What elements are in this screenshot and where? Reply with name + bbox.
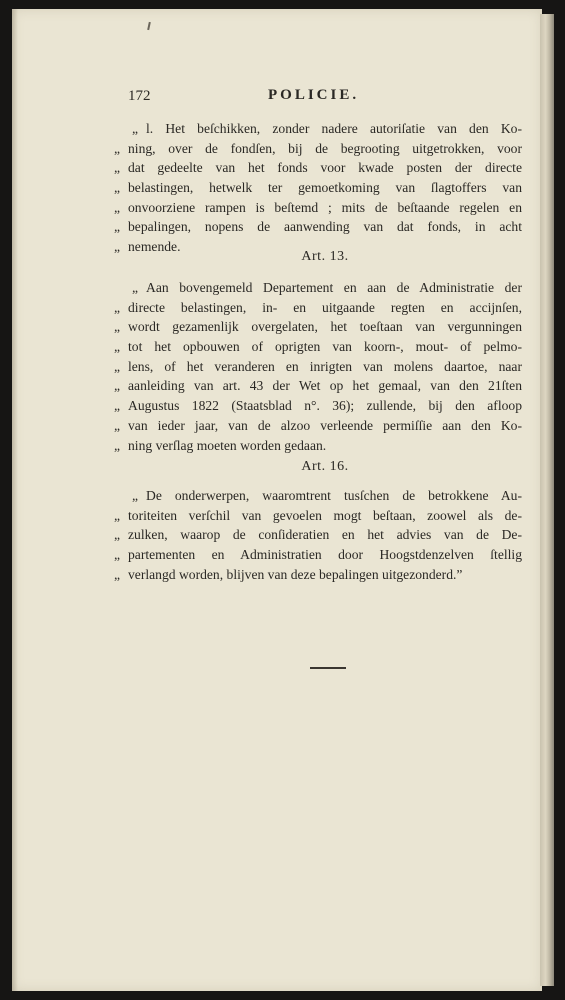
quote-mark: „	[114, 358, 121, 374]
line-text: toriteiten verſchil van gevoelen mogt beſtaan, zoowel als de-	[128, 507, 522, 523]
line-text: onvoorziene rampen is beſtemd ; mits de beſtaande regelen en	[128, 199, 522, 215]
text-line	[114, 416, 522, 436]
text-line	[128, 119, 522, 139]
quote-mark: „	[114, 199, 121, 215]
page-number: 172	[128, 88, 151, 104]
line-text: aanleiding van art. 43 der Wet op het gemaal, van den 21ſten	[128, 378, 522, 394]
quote-mark: „	[114, 378, 121, 394]
article-heading: Art. 16.	[301, 459, 349, 474]
quote-mark: „	[132, 121, 139, 136]
text-line	[128, 486, 522, 506]
text-line	[114, 217, 522, 237]
text-line	[114, 545, 522, 565]
quote-mark: „	[114, 160, 121, 176]
text-line	[114, 436, 522, 456]
line-text: nemende.	[128, 239, 181, 255]
line-text: ning, over de fondſen, bij de begrooting uitgetrokken, voor	[128, 140, 522, 156]
quote-mark: „	[114, 339, 121, 355]
line-text: belastingen, hetwelk ter gemoetkoming van ſlagtoffers van	[128, 180, 522, 196]
quote-mark: „	[132, 488, 139, 503]
text-line	[114, 298, 522, 318]
line-text: directe belastingen, in- en uitgaande regten en accijnſen,	[128, 299, 522, 315]
quote-mark: „	[114, 398, 121, 414]
quote-mark: „	[114, 219, 121, 235]
line-text: verlangd worden, blijven van deze bepalingen uitgezonderd.”	[128, 566, 463, 582]
quote-mark: „	[114, 140, 121, 156]
quote-mark: „	[114, 507, 121, 523]
text-line	[114, 357, 522, 377]
text-line	[114, 139, 522, 159]
text-line	[114, 317, 522, 337]
line-text: zulken, waarop de conſideratien en het advies van de De-	[128, 527, 522, 543]
quote-mark: „	[114, 299, 121, 315]
quote-mark: „	[114, 319, 121, 335]
line-text: ning verſlag moeten worden gedaan.	[128, 437, 327, 453]
text-line	[114, 337, 522, 357]
text-line	[114, 178, 522, 198]
page-edge	[540, 14, 554, 986]
article-13	[114, 278, 522, 455]
art16-heading-wrap	[128, 457, 522, 477]
text-line	[114, 525, 522, 545]
line-text: bepalingen, nopens de aanwending van dat fonds, in acht	[128, 219, 522, 235]
gutter-shadow	[12, 9, 18, 991]
text-line	[114, 506, 522, 526]
quote-mark: „	[114, 547, 121, 563]
line-text: dat gedeelte van het fonds voor kwade posten der directe	[128, 160, 522, 176]
section-l	[114, 119, 522, 257]
line-text: partementen en Administratien door Hoogstdenzelven ſtellig	[128, 547, 522, 563]
art13-heading-wrap	[128, 247, 522, 267]
text-line	[114, 565, 522, 585]
quote-mark: „	[114, 239, 121, 255]
line-text: Aan bovengemeld Departement en aan de Administratie der	[146, 280, 522, 295]
quote-mark: „	[132, 280, 139, 295]
article-heading: Art. 13.	[301, 249, 349, 264]
text-line	[114, 376, 522, 396]
article-16	[114, 486, 522, 584]
text-line	[114, 158, 522, 178]
running-head	[128, 88, 528, 108]
line-text: wordt gezamenlijk overgelaten, het toeſtaan van vergunningen	[128, 319, 522, 335]
line-text: tot het opbouwen of oprigten van koorn-, mout- of pelmo-	[128, 339, 522, 355]
quote-mark: „	[114, 417, 121, 433]
quote-mark: „	[114, 437, 121, 453]
line-text: lens, of het veranderen en inrigten van molens daartoe, naar	[128, 358, 522, 374]
line-text: Augustus 1822 (Staatsblad n°. 36); zullende, bij den afloop	[128, 398, 522, 414]
text-line	[128, 278, 522, 298]
line-text: van ieder jaar, van de alzoo verleende permiſſie aan den Ko-	[128, 417, 522, 433]
text-line	[114, 198, 522, 218]
quote-mark: „	[114, 180, 121, 196]
running-title: POLICIE.	[268, 87, 360, 103]
quote-mark: „	[114, 527, 121, 543]
quote-mark: „	[114, 566, 121, 582]
line-text: l. Het beſchikken, zonder nadere autoriſatie van den Ko-	[146, 121, 522, 136]
closing-rule	[310, 667, 346, 669]
line-text: De onderwerpen, waaromtrent tusſchen de betrokkene Au-	[146, 488, 522, 503]
text-line	[114, 396, 522, 416]
